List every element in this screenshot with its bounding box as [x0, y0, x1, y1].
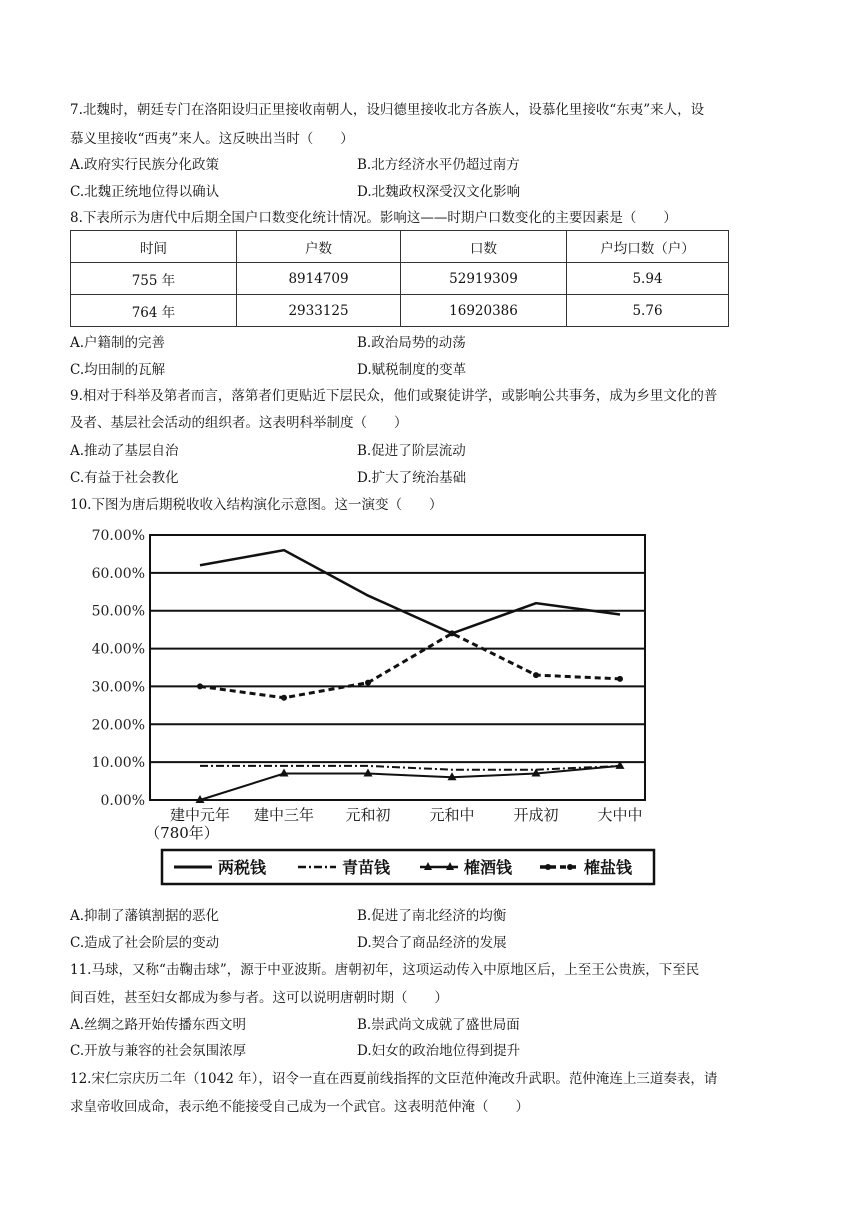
x-tick-label: 元和初 [345, 806, 391, 824]
y-tick-label: 10.00% [91, 755, 145, 772]
q12-stem-line1: 12.宋仁宗庆历二年（1042 年），诏令一直在西夏前线指挥的文臣范仲淹改升武职。范仲淹连上三道奏表，请 [70, 1071, 718, 1087]
q8-option-a: A.户籍制的完善 [70, 335, 166, 351]
x-axis-ticks [145, 806, 642, 842]
series-line-dotted [200, 633, 620, 697]
y-tick-label: 60.00% [91, 565, 145, 582]
q11-stem-line1: 11.马球，又称“击鞠击球”，源于中亚波斯。唐朝初年，这项运动传入中原地区后，上至王公贵族，下至民 [70, 962, 700, 978]
table-cell: 755 年 [71, 263, 237, 295]
chart-gridlines [150, 535, 645, 800]
series-line-dashdot [200, 766, 620, 770]
q10-option-b: B.促进了南北经济的均衡 [357, 908, 507, 924]
q8-stem: 8.下表所示为唐代中后期全国户口数变化统计情况。影响这——时期户口数变化的主要因素是（ ） [70, 210, 677, 226]
q9-stem-line2: 及者、基层社会活动的组织者。这表明科举制度（ ） [70, 415, 408, 431]
legend-label: 榷酒钱 [464, 858, 513, 877]
data-point [281, 695, 287, 701]
q9-stem-line1: 9.相对于科举及第者而言，落第者们更贴近下层民众，他们或聚徒讲学，或影响公共事务，成为乡里文化的普 [70, 388, 718, 404]
legend-label: 青苗钱 [342, 858, 391, 877]
y-tick-label: 40.00% [91, 641, 145, 658]
y-tick-label: 0.00% [100, 793, 145, 809]
x-tick-label: 建中元年 [169, 806, 231, 824]
table-header-cell: 时间 [71, 231, 237, 263]
data-point [365, 680, 371, 686]
table-row [71, 295, 729, 327]
table-cell: 2933125 [237, 295, 401, 327]
x-tick-label: 建中三年 [253, 806, 315, 824]
tax-structure-chart [90, 520, 670, 890]
q7-option-d: D.北魏政权深受汉文化影响 [357, 184, 521, 200]
q9-option-a: A.推动了基层自治 [70, 443, 179, 459]
x-tick-label: 开成初 [513, 806, 559, 824]
table-cell: 16920386 [401, 295, 567, 327]
legend-marker [545, 864, 551, 870]
x-tick-label: 大中中 [597, 806, 643, 824]
table-cell: 8914709 [237, 263, 401, 295]
table-cell: 764 年 [71, 295, 237, 327]
q11-option-c: C.开放与兼容的社会氛围浓厚 [70, 1043, 247, 1059]
q8-option-d: D.赋税制度的变革 [357, 362, 467, 378]
q7-option-b: B.北方经济水平仍超过南方 [357, 157, 520, 173]
q12-stem-line2: 求皇帝收回成命，表示绝不能接受自己成为一个武官。这表明范仲淹（ ） [70, 1099, 529, 1115]
legend-label: 两税钱 [218, 858, 267, 877]
x-tick-label: 元和中 [429, 806, 475, 824]
table-cell: 52919309 [401, 263, 567, 295]
chart-legend [162, 850, 654, 884]
population-table [70, 230, 729, 327]
q7-option-c: C.北魏正统地位得以确认 [70, 184, 220, 200]
y-tick-label: 20.00% [91, 717, 145, 734]
x-tick-note: （780年） [145, 824, 219, 842]
plot-frame [150, 535, 645, 800]
table-header-cell: 户均口数（户） [567, 231, 729, 263]
data-point [449, 630, 455, 636]
table-row [71, 263, 729, 295]
q11-option-d: D.妇女的政治地位得到提升 [357, 1043, 521, 1059]
q7-stem-line1: 7.北魏时，朝廷专门在洛阳设归正里接收南朝人，设归德里接收北方各族人，设慕化里接收“东夷”来人，设 [70, 102, 705, 118]
q10-option-d: D.契合了商品经济的发展 [357, 935, 507, 951]
q8-option-c: C.均田制的瓦解 [70, 362, 166, 378]
data-point [533, 672, 539, 678]
legend-marker [567, 864, 573, 870]
q7-option-a: A.政府实行民族分化政策 [70, 157, 220, 173]
table-header-row [71, 231, 729, 263]
series-line-triangles [200, 766, 620, 800]
q7-stem-line2: 慕义里接收“西夷”来人。这反映出当时（ ） [70, 131, 354, 147]
q11-option-a: A.丝绸之路开始传播东西文明 [70, 1017, 247, 1033]
chart-series [196, 550, 625, 803]
q9-option-d: D.扩大了统治基础 [357, 470, 467, 486]
table-cell: 5.76 [567, 295, 729, 327]
q9-option-b: B.促进了阶层流动 [357, 443, 466, 459]
q10-option-a: A.抑制了藩镇割据的恶化 [70, 908, 220, 924]
q10-option-c: C.造成了社会阶层的变动 [70, 935, 220, 951]
data-point [197, 683, 203, 689]
y-tick-label: 70.00% [91, 528, 145, 544]
y-tick-label: 50.00% [91, 603, 145, 620]
table-header-cell: 口数 [401, 231, 567, 263]
table-cell: 5.94 [567, 263, 729, 295]
table-header-cell: 户数 [237, 231, 401, 263]
q11-option-b: B.崇武尚文成就了盛世局面 [357, 1017, 520, 1033]
q10-stem: 10.下图为唐后期税收收入结构演化示意图。这一演变（ ） [70, 497, 443, 513]
q9-option-c: C.有益于社会教化 [70, 470, 179, 486]
q8-option-b: B.政治局势的动荡 [357, 335, 466, 351]
q11-stem-line2: 间百姓，甚至妇女都成为参与者。这可以说明唐朝时期（ ） [70, 990, 448, 1006]
series-line-solid [200, 550, 620, 633]
data-point [617, 676, 623, 682]
y-axis-ticks [92, 528, 145, 809]
legend-label: 榷盐钱 [584, 858, 633, 877]
y-tick-label: 30.00% [91, 679, 145, 696]
